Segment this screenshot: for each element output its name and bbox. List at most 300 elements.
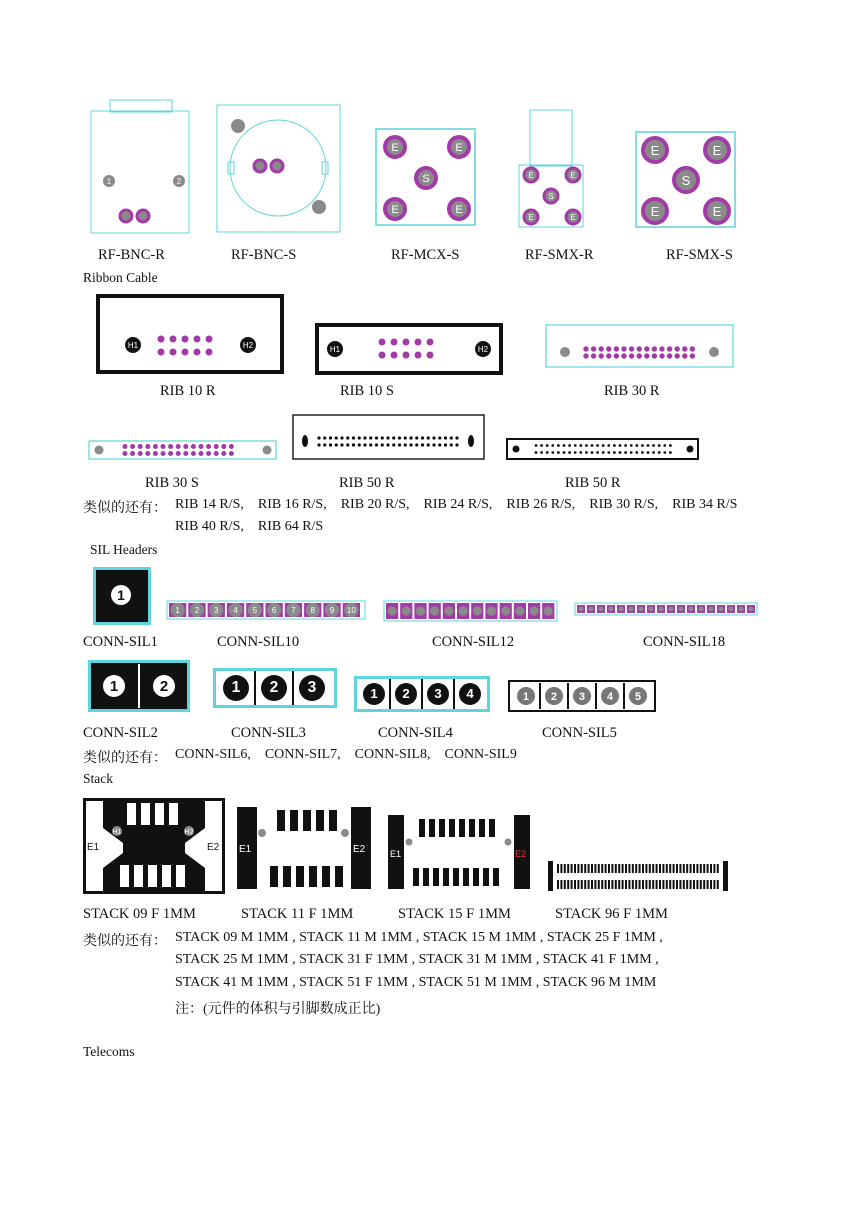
- pin-bar: [608, 864, 610, 873]
- pin-bar: [625, 864, 627, 873]
- svg-text:2: 2: [176, 177, 182, 186]
- pin-dot: [392, 443, 395, 446]
- pin-bar: [717, 864, 719, 873]
- pin-dot: [379, 339, 386, 346]
- pin-bar: [605, 880, 607, 889]
- rf-label-bnc-r: RF-BNC-R: [98, 247, 165, 263]
- rf-mcx-s-footprint: [375, 128, 477, 228]
- pin-dot: [158, 349, 165, 356]
- svg-text:E: E: [712, 204, 722, 219]
- svg-text:S: S: [422, 173, 430, 185]
- pin-bar: [683, 864, 685, 873]
- pin-dot: [161, 444, 166, 449]
- pin-bar: [656, 880, 658, 889]
- sil-pin-number: 9: [329, 606, 335, 615]
- pin-dot: [340, 436, 343, 439]
- sil-pin-number: 2: [269, 679, 279, 696]
- rib-label-10-s: RIB 10 S: [340, 383, 394, 399]
- pin-dot: [667, 353, 672, 358]
- stack-label-15-f: STACK 15 F 1MM: [398, 906, 511, 922]
- pin-dot: [191, 444, 196, 449]
- pin-dot: [415, 339, 422, 346]
- sil-pin: [669, 607, 674, 612]
- pin-dot: [145, 444, 150, 449]
- pin-bar: [700, 880, 702, 889]
- pin-dot: [168, 451, 173, 456]
- pin-dot: [427, 352, 434, 359]
- pin-dot: [369, 443, 372, 446]
- pin-dot: [206, 336, 213, 343]
- svg-text:1: 1: [106, 177, 112, 186]
- pin-dot: [613, 444, 616, 447]
- pin-dot: [182, 336, 189, 343]
- pin-dot: [591, 451, 594, 454]
- stack-similar-line-3: STACK 41 M 1MM , STACK 51 F 1MM , STACK 51 M 1MM , STACK 96 M 1MM: [175, 975, 657, 990]
- pin-bar: [710, 864, 712, 873]
- pin-bar: [622, 880, 624, 889]
- pin-dot: [630, 444, 633, 447]
- pin-bar: [666, 880, 668, 889]
- pin-dot: [386, 436, 389, 439]
- pin-dot: [637, 353, 642, 358]
- pin-bar: [635, 864, 637, 873]
- pin-dot: [690, 346, 695, 351]
- sil-label-12: CONN-SIL12: [432, 634, 515, 650]
- pin-dot: [386, 443, 389, 446]
- pin-bar: [632, 864, 634, 873]
- pin-bar: [679, 880, 681, 889]
- ribbon-similar-line-2: RIB 40 R/S, RIB 64 R/S: [175, 519, 324, 534]
- pin-dot: [574, 451, 577, 454]
- sil-pin-number: 5: [634, 691, 642, 703]
- pin-dot: [621, 353, 626, 358]
- pin-dot: [540, 451, 543, 454]
- pin-dot: [652, 346, 657, 351]
- sil-pin: [530, 606, 539, 615]
- sil-pin: [487, 606, 496, 615]
- sil-similar-line: CONN-SIL6, CONN-SIL7, CONN-SIL8, CONN-SIL9: [175, 747, 517, 762]
- pin-dot: [421, 443, 424, 446]
- sil-pin: [416, 606, 425, 615]
- pin-dot: [214, 444, 219, 449]
- sil-pin: [402, 606, 411, 615]
- pin-dot: [563, 451, 566, 454]
- svg-text:H1: H1: [329, 345, 341, 354]
- pin-dot: [404, 436, 407, 439]
- pin-dot: [619, 444, 622, 447]
- svg-text:E1: E1: [239, 844, 252, 855]
- sil-label-2: CONN-SIL2: [83, 725, 158, 741]
- pin-bar: [567, 864, 569, 873]
- pin-dot: [619, 451, 622, 454]
- pin-bar: [690, 880, 692, 889]
- pin-dot: [409, 443, 412, 446]
- sil-pin-number: 1: [175, 606, 180, 615]
- pin-dot: [194, 349, 201, 356]
- pin-dot: [170, 349, 177, 356]
- pin-bar: [703, 864, 705, 873]
- conn-sil5-footprint: [508, 680, 656, 712]
- rib-label-50-r-2: RIB 50 R: [565, 475, 621, 491]
- sil-label-18: CONN-SIL18: [643, 634, 726, 650]
- pin-dot: [596, 451, 599, 454]
- pin-dot: [206, 444, 211, 449]
- conn-sil3-footprint: [213, 668, 337, 708]
- pin-dot: [176, 444, 181, 449]
- pin-bar: [615, 880, 617, 889]
- stack-label-09-f: STACK 09 F 1MM: [83, 906, 196, 922]
- conn-sil2-footprint: [88, 660, 190, 712]
- pin-bar: [615, 864, 617, 873]
- pin-dot: [392, 436, 395, 439]
- rib-50-r-footprint-1: [292, 414, 486, 460]
- pin-bar: [567, 880, 569, 889]
- sil-pin: [473, 606, 482, 615]
- pin-bar: [577, 864, 579, 873]
- pin-dot: [432, 436, 435, 439]
- pin-bar: [628, 864, 630, 873]
- pin-dot: [381, 436, 384, 439]
- pin-dot: [335, 443, 338, 446]
- sil-label-3: CONN-SIL3: [231, 725, 306, 741]
- pin-dot: [647, 444, 650, 447]
- pin-dot: [596, 444, 599, 447]
- pin-dot: [329, 436, 332, 439]
- pin-dot: [194, 336, 201, 343]
- pin-bar: [642, 880, 644, 889]
- conn-sil12-footprint: [383, 600, 558, 622]
- pin-dot: [535, 444, 538, 447]
- rib-label-30-s: RIB 30 S: [145, 475, 199, 491]
- pin-dot: [170, 336, 177, 343]
- pin-dot: [182, 349, 189, 356]
- pin-dot: [667, 346, 672, 351]
- sil-pin: [689, 607, 694, 612]
- sil-pin: [679, 607, 684, 612]
- pin-dot: [176, 451, 181, 456]
- section-title-ribbon: Ribbon Cable: [83, 270, 158, 285]
- pin-bar: [686, 864, 688, 873]
- pin-bar: [649, 864, 651, 873]
- stack-96-f-footprint: [548, 861, 728, 891]
- pin-dot: [138, 451, 143, 456]
- pin-dot: [130, 451, 135, 456]
- svg-text:H2: H2: [184, 829, 194, 836]
- pin-dot: [352, 443, 355, 446]
- rib-30-s-footprint: [88, 440, 278, 460]
- pin-dot: [438, 443, 441, 446]
- pin-dot: [583, 353, 588, 358]
- sil-pin-number: 5: [252, 606, 258, 615]
- pin-bar: [608, 880, 610, 889]
- sil-pin: [459, 606, 468, 615]
- pin-dot: [690, 353, 695, 358]
- sil-pin-number: 1: [522, 691, 530, 703]
- sil-pin: [749, 607, 754, 612]
- pin-dot: [607, 444, 610, 447]
- pin-dot: [183, 451, 188, 456]
- pin-dot: [214, 451, 219, 456]
- pin-dot: [438, 436, 441, 439]
- sil-pin-number: 4: [466, 686, 474, 701]
- sil-pin-number: 3: [578, 691, 586, 703]
- pin-bar: [649, 880, 651, 889]
- pin-dot: [629, 346, 634, 351]
- sil-pin-number: 1: [231, 679, 241, 696]
- sil-pin: [729, 607, 734, 612]
- pin-dot: [379, 352, 386, 359]
- rf-smx-s-footprint: [635, 131, 737, 229]
- svg-text:E: E: [391, 142, 399, 154]
- pin-dot: [346, 436, 349, 439]
- pin-bar: [666, 864, 668, 873]
- sil-pin-number: 10: [346, 606, 356, 615]
- pin-dot: [398, 436, 401, 439]
- pin-dot: [138, 444, 143, 449]
- pin-bar: [577, 880, 579, 889]
- pin-dot: [432, 443, 435, 446]
- pin-bar: [581, 880, 583, 889]
- pin-dot: [647, 451, 650, 454]
- pin-bar: [564, 864, 566, 873]
- sil-pin: [699, 607, 704, 612]
- pin-bar: [632, 880, 634, 889]
- pin-bar: [601, 864, 603, 873]
- pin-dot: [591, 444, 594, 447]
- pin-dot: [183, 444, 188, 449]
- sil-label-4: CONN-SIL4: [378, 725, 453, 741]
- rf-label-smx-s: RF-SMX-S: [666, 247, 733, 263]
- svg-text:S: S: [681, 173, 691, 188]
- pin-dot: [641, 451, 644, 454]
- svg-text:E2: E2: [207, 842, 220, 853]
- conn-sil1-footprint: [93, 567, 151, 625]
- svg-text:E2: E2: [515, 849, 527, 859]
- section-title-stack: Stack: [83, 771, 113, 786]
- sil-pin: [709, 607, 714, 612]
- svg-text:H1: H1: [112, 829, 122, 836]
- pin-bar: [707, 864, 709, 873]
- ribbon-similar-prefix: 类似的还有：: [83, 501, 167, 516]
- pin-dot: [158, 336, 165, 343]
- pin-dot: [375, 436, 378, 439]
- svg-text:E: E: [650, 204, 660, 219]
- pin-bar: [574, 864, 576, 873]
- rf-label-mcx-s: RF-MCX-S: [391, 247, 460, 263]
- pin-dot: [606, 353, 611, 358]
- pin-dot: [153, 444, 158, 449]
- pin-bar: [696, 880, 698, 889]
- pin-dot: [535, 451, 538, 454]
- pin-dot: [352, 436, 355, 439]
- pin-dot: [329, 443, 332, 446]
- sil-label-1: CONN-SIL1: [83, 634, 158, 650]
- pin-dot: [607, 451, 610, 454]
- pin-bar: [669, 864, 671, 873]
- pin-dot: [358, 443, 361, 446]
- rib-label-50-r-1: RIB 50 R: [339, 475, 395, 491]
- pin-bar: [591, 864, 593, 873]
- pin-dot: [659, 346, 664, 351]
- pin-bar: [656, 864, 658, 873]
- pin-bar: [710, 880, 712, 889]
- pin-dot: [682, 346, 687, 351]
- sil-pin-number: 1: [370, 686, 378, 701]
- pin-dot: [621, 346, 626, 351]
- pin-bar: [713, 880, 715, 889]
- pin-dot: [323, 443, 326, 446]
- stack-label-11-f: STACK 11 F 1MM: [241, 906, 354, 922]
- svg-text:E: E: [570, 213, 576, 222]
- svg-text:E: E: [712, 143, 722, 158]
- pin-dot: [427, 436, 430, 439]
- pin-dot: [323, 436, 326, 439]
- pin-dot: [229, 444, 234, 449]
- sil-pin-number: 4: [606, 691, 614, 703]
- section-title-telecoms: Telecoms: [83, 1044, 135, 1059]
- sil-pin-number: 8: [310, 606, 315, 615]
- pin-dot: [579, 451, 582, 454]
- pin-bar: [594, 864, 596, 873]
- pin-dot: [599, 346, 604, 351]
- pin-dot: [404, 443, 407, 446]
- pin-dot: [415, 443, 418, 446]
- rib-label-30-r: RIB 30 R: [604, 383, 660, 399]
- pin-dot: [551, 444, 554, 447]
- pin-dot: [335, 436, 338, 439]
- pin-dot: [153, 451, 158, 456]
- stack-similar-line-1: STACK 09 M 1MM , STACK 11 M 1MM , STACK 15 M 1MM , STACK 25 F 1MM ,: [175, 930, 663, 945]
- pin-bar: [696, 864, 698, 873]
- pin-bar: [703, 880, 705, 889]
- sil-pin: [629, 607, 634, 612]
- pin-bar: [557, 880, 559, 889]
- svg-text:E: E: [570, 171, 576, 180]
- pin-dot: [644, 353, 649, 358]
- pin-dot: [450, 436, 453, 439]
- pin-bar: [659, 864, 661, 873]
- pin-bar: [693, 880, 695, 889]
- pin-bar: [717, 880, 719, 889]
- rib-50-r-footprint-2: [506, 438, 700, 460]
- sil-pin: [579, 607, 584, 612]
- pin-bar: [659, 880, 661, 889]
- sil-pin: [649, 607, 654, 612]
- stack-11-f-footprint: [237, 807, 371, 889]
- rib-10-s-footprint: [315, 323, 503, 375]
- pin-dot: [585, 444, 588, 447]
- pin-dot: [444, 436, 447, 439]
- pin-bar: [591, 880, 593, 889]
- pin-dot: [403, 352, 410, 359]
- pin-dot: [602, 444, 605, 447]
- sil-pin: [619, 607, 624, 612]
- pin-dot: [391, 339, 398, 346]
- pin-dot: [130, 444, 135, 449]
- svg-text:E: E: [455, 204, 463, 216]
- pin-dot: [206, 349, 213, 356]
- stack-similar-line-2: STACK 25 M 1MM , STACK 31 F 1MM , STACK 31 M 1MM , STACK 41 F 1MM ,: [175, 952, 659, 967]
- pin-dot: [599, 353, 604, 358]
- stack-label-96-f: STACK 96 F 1MM: [555, 906, 668, 922]
- pin-dot: [221, 451, 226, 456]
- rf-bnc-s-footprint: [216, 104, 342, 234]
- sil-pin-number: 2: [194, 606, 200, 615]
- pin-bar: [652, 880, 654, 889]
- svg-text:E: E: [391, 204, 399, 216]
- pin-bar: [683, 880, 685, 889]
- pin-bar: [574, 880, 576, 889]
- svg-text:2: 2: [159, 678, 169, 695]
- rf-label-bnc-s: RF-BNC-S: [231, 247, 297, 263]
- pin-dot: [652, 444, 655, 447]
- rf-bnc-r-footprint: [88, 98, 194, 236]
- pin-bar: [676, 880, 678, 889]
- pin-dot: [629, 353, 634, 358]
- pin-bar: [662, 880, 664, 889]
- pin-bar: [662, 864, 664, 873]
- pin-bar: [690, 864, 692, 873]
- pin-bar: [571, 880, 573, 889]
- svg-text:E2: E2: [353, 844, 366, 855]
- pin-dot: [591, 353, 596, 358]
- pin-bar: [693, 864, 695, 873]
- pin-dot: [455, 443, 458, 446]
- pin-bar: [618, 880, 620, 889]
- sil-pin: [430, 606, 439, 615]
- pin-bar: [601, 880, 603, 889]
- svg-text:E: E: [528, 171, 534, 180]
- pin-bar: [611, 880, 613, 889]
- pin-dot: [546, 451, 549, 454]
- stack-15-f-footprint: [388, 815, 530, 889]
- pin-dot: [568, 451, 571, 454]
- pin-dot: [427, 339, 434, 346]
- sil-pin-number: 7: [291, 606, 296, 615]
- pin-bar: [645, 864, 647, 873]
- rib-30-r-footprint: [545, 324, 735, 368]
- pin-dot: [546, 444, 549, 447]
- conn-sil18-footprint: [574, 602, 758, 616]
- pin-dot: [391, 352, 398, 359]
- pin-dot: [168, 444, 173, 449]
- pin-bar: [707, 880, 709, 889]
- conn-sil10-footprint: [166, 600, 366, 620]
- pin-dot: [455, 436, 458, 439]
- pin-dot: [369, 436, 372, 439]
- pin-dot: [363, 436, 366, 439]
- pin-dot: [123, 451, 128, 456]
- pin-dot: [403, 339, 410, 346]
- svg-text:E1: E1: [390, 849, 402, 859]
- pin-dot: [568, 444, 571, 447]
- pin-dot: [591, 346, 596, 351]
- pin-dot: [635, 444, 638, 447]
- pin-dot: [421, 436, 424, 439]
- svg-text:H2: H2: [477, 345, 489, 354]
- pin-dot: [682, 353, 687, 358]
- pin-dot: [551, 451, 554, 454]
- svg-text:H1: H1: [127, 341, 139, 350]
- pin-bar: [618, 864, 620, 873]
- sil-pin-number: 4: [233, 606, 238, 615]
- pin-dot: [358, 436, 361, 439]
- svg-text:E: E: [650, 143, 660, 158]
- sil-pin: [609, 607, 614, 612]
- pin-dot: [658, 451, 661, 454]
- pin-bar: [713, 864, 715, 873]
- pin-bar: [686, 880, 688, 889]
